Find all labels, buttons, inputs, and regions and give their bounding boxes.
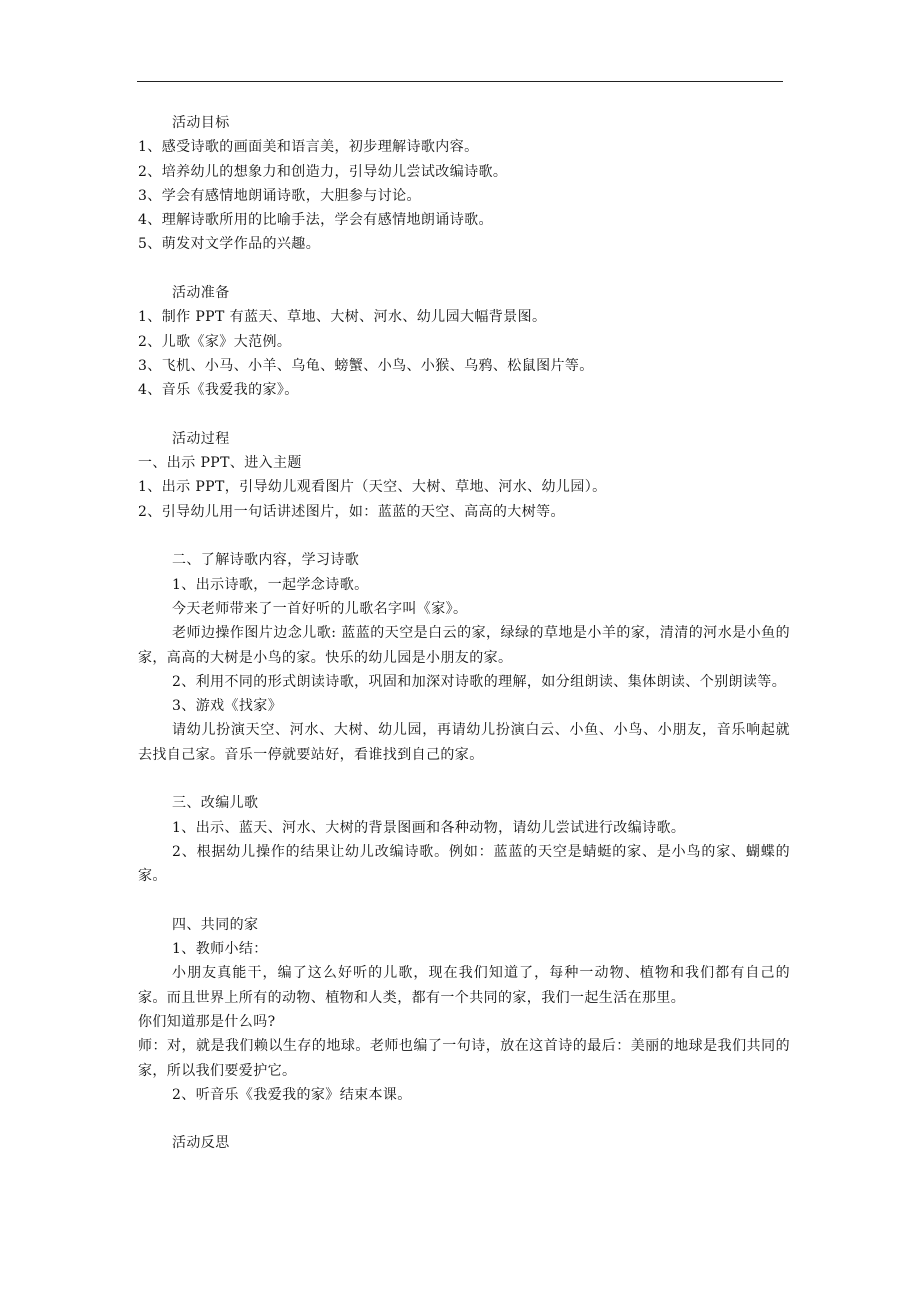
header-rule xyxy=(137,81,783,82)
part3-step-2: 2、根据幼儿操作的结果让幼儿改编诗歌。例如：蓝蓝的天空是蜻蜓的家、是小鸟的家、蝴蝶的家。 xyxy=(138,843,790,885)
prep-heading: 活动准备 xyxy=(172,285,230,302)
document-body xyxy=(138,111,790,1156)
part2-step-2: 2、利用不同的形式朗读诗歌，巩固和加深对诗歌的理解，如分组朗读、集体朗读、个别朗读等。 xyxy=(172,673,787,690)
part1-item-2: 2、引导幼儿用一句话讲述图片，如：蓝蓝的天空、高高的大树等。 xyxy=(138,503,565,520)
goals-item-4: 4、理解诗歌所用的比喻手法，学会有感情地朗诵诗歌。 xyxy=(138,212,493,229)
goals-item-3: 3、学会有感情地朗诵诗歌，大胆参与讨论。 xyxy=(138,187,421,204)
part2-step-3: 3、游戏《找家》 xyxy=(172,698,283,715)
prep-item-1: 1、制作 PPT 有蓝天、草地、大树、河水、幼儿园大幅背景图。 xyxy=(138,309,547,326)
process-heading: 活动过程 xyxy=(172,430,230,447)
prep-item-3: 3、飞机、小马、小羊、乌龟、螃蟹、小鸟、小猴、乌鸦、松鼠图片等。 xyxy=(138,357,594,374)
part1-title: 一、出示 PPT、进入主题 xyxy=(138,455,302,472)
goals-item-1: 1、感受诗歌的画面美和语言美，初步理解诗歌内容。 xyxy=(138,139,479,156)
part1-item-1: 1、出示 PPT，引导幼儿观看图片（天空、大树、草地、河水、幼儿园）。 xyxy=(138,479,607,496)
part4-title: 四、共同的家 xyxy=(172,916,259,933)
part3-title: 三、改编儿歌 xyxy=(172,795,259,812)
part4-step-1: 1、教师小结： xyxy=(172,941,268,958)
part2-title: 二、了解诗歌内容，学习诗歌 xyxy=(172,552,360,569)
part2-intro: 今天老师带来了一首好听的儿歌名字叫《家》。 xyxy=(172,600,468,617)
goals-heading: 活动目标 xyxy=(172,115,230,131)
part3-step-1: 1、出示、蓝天、河水、大树的背景图画和各种动物，请幼儿尝试进行改编诗歌。 xyxy=(172,819,686,836)
part4-question: 你们知道那是什么吗? xyxy=(138,1013,276,1030)
part2-step-1: 1、出示诗歌，一起学念诗歌。 xyxy=(172,576,369,593)
part4-step-2: 2、听音乐《我爱我的家》结束本课。 xyxy=(172,1086,412,1103)
part4-summary: 小朋友真能干，编了这么好听的儿歌，现在我们知道了，每种一动物、植物和我们都有自己的家。而且世界上所有的动物、植物和人类，都有一个共同的家，我们一起生活在那里。 xyxy=(138,965,790,1006)
prep-item-2: 2、儿歌《家》大范例。 xyxy=(138,333,292,350)
reflection-heading: 活动反思 xyxy=(172,1135,230,1152)
part2-poem: 老师边操作图片边念儿歌: 蓝蓝的天空是白云的家，绿绿的草地是小羊的家，清清的河水是小鱼的家，高高的大树是小鸟的家。快乐的幼儿园是小朋友的家。 xyxy=(138,625,790,666)
goals-item-2: 2、培养幼儿的想象力和创造力，引导幼儿尝试改编诗歌。 xyxy=(138,163,508,180)
goals-item-5: 5、萌发对文学作品的兴趣。 xyxy=(138,236,321,253)
part4-teacher: 师：对，就是我们赖以生存的地球。老师也编了一句诗，放在这首诗的最后：美丽的地球是我们共同的家，所以我们要爱护它。 xyxy=(138,1038,790,1079)
part2-game: 请幼儿扮演天空、河水、大树、幼儿园，再请幼儿扮演白云、小鱼、小鸟、小朋友，音乐响起就去找自己家。音乐一停就要站好，看谁找到自己的家。 xyxy=(138,722,790,763)
prep-item-4: 4、音乐《我爱我的家》。 xyxy=(138,382,299,399)
